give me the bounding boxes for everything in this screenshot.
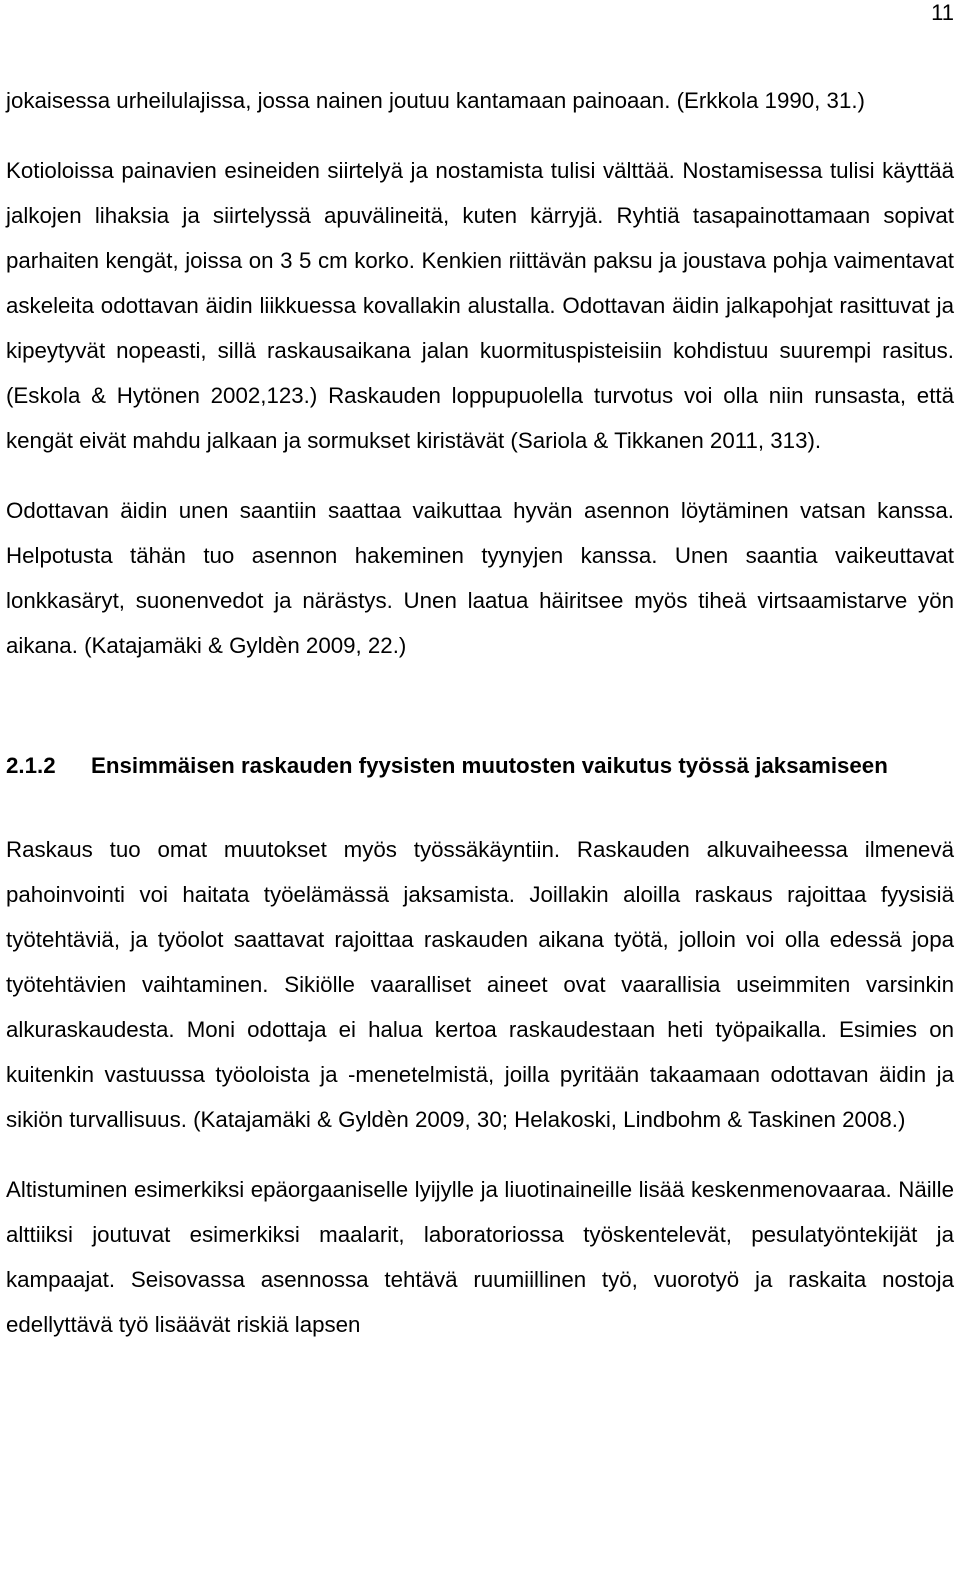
paragraph-work: Raskaus tuo omat muutokset myös työssäkäyntiin. Raskauden alkuvaiheessa ilmenevä pahoinvointi voi haitata työelämässä jaksamista. Joillakin aloilla raskaus rajoittaa fyysisiä työtehtäviä, ja työolot saattavat rajoittaa raskauden aikana työtä, jolloin voi olla edessä jopa työtehtävien vaihtaminen. Sikiölle vaaralliset aineet ovat vaarallisia useimmiten varsinkin alkuraskaudesta. Moni odottaja ei halua kertoa raskaudestaan heti työpaikalla. Esimies on kuitenkin vastuussa työoloista ja -menetelmistä, joilla pyritään takaamaan odottavan äidin ja sikiön turvallisuus. (Katajamäki & Gyldèn 2009, 30; Helakoski, Lindbohm & Taskinen 2008.)	[6, 837, 954, 1132]
paragraph-sleep: Odottavan äidin unen saantiin saattaa vaikuttaa hyvän asennon löytäminen vatsan kanssa. Helpotusta tähän tuo asennon hakeminen tyynyjen kanssa. Unen saantia vaikeuttavat lonkkasäryt, suonenvedot ja närästys. Unen laatua häiritsee myös tiheä virtsaamistarve yön aikana. (Katajamäki & Gyldèn 2009, 22.)	[6, 498, 954, 658]
paragraph-continuation: jokaisessa urheilulajissa, jossa nainen joutuu kantamaan painoaan. (Erkkola 1990, 31.)	[6, 88, 865, 113]
paragraph-exposure: Altistuminen esimerkiksi epäorgaaniselle lyijylle ja liuotinaineille lisää keskenmenovaaraa. Näille alttiiksi joutuvat esimerkiksi maalarit, laboratoriossa työskentelevät, pesulatyöntekijät ja kampaajat. Seisovassa asennossa tehtävä ruumiillinen työ, vuorotyö ja raskaita nostoja edellyttävä työ lisäävät riskiä lapsen	[6, 1177, 954, 1337]
section-number: 2.1.2	[6, 753, 56, 778]
page-number: 11	[931, 0, 954, 25]
section-heading	[6, 744, 954, 787]
paragraph-home-lifting: Kotioloissa painavien esineiden siirtelyä ja nostamista tulisi välttää. Nostamisessa tulisi käyttää jalkojen lihaksia ja siirtelyssä apuvälineitä, kuten kärryjä. Ryhtiä tasapainottamaan sopivat parhaiten kengät, joissa on 3 5 cm korko. Kenkien riittävän paksu ja joustava pohja vaimentavat askeleita odottavan äidin liikkuessa kovallakin alustalla. Odottavan äidin jalkapohjat rasittuvat ja kipeytyvät nopeasti, sillä raskausaikana jalan kuormituspisteisiin kohdistuu suurempi rasitus. (Eskola & Hytönen 2002,123.) Raskauden loppupuolella turvotus voi olla niin runsasta, että kengät eivät mahdu jalkaan ja sormukset kiristävät (Sariola & Tikkanen 2011, 313).	[6, 158, 954, 453]
section-title: Ensimmäisen raskauden fyysisten muutosten vaikutus työssä jaksamiseen	[91, 753, 888, 778]
document-body	[6, 78, 954, 1347]
